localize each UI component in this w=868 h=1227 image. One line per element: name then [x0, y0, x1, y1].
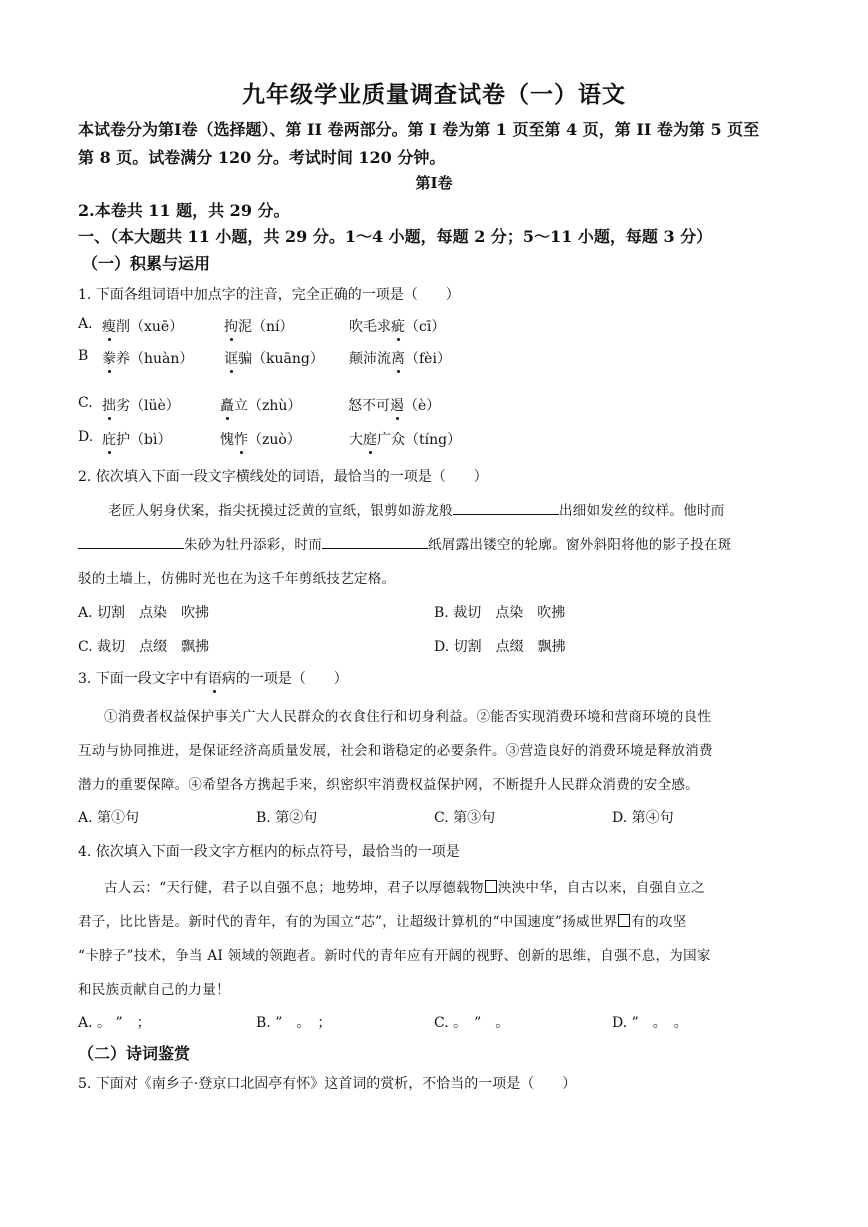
instructions-line-2: 第 8 页。试卷满分 120 分。考试时间 120 分钟。: [78, 148, 446, 167]
option-letter: C.: [78, 395, 93, 411]
q1-c-word-2: 矗立（zhù）: [220, 398, 302, 414]
q1-c-word-1: 拙劣（lüè）: [102, 398, 180, 414]
volume-note: 2.本卷共 11 题，共 29 分。: [78, 201, 290, 220]
q3-option-b[interactable]: B. 第②句: [256, 810, 318, 826]
q1-d-word-2: 愧怍（zuò）: [220, 432, 301, 448]
q1-option-a[interactable]: [78, 316, 446, 335]
q4-option-a[interactable]: A. 。 ” ；: [78, 1015, 151, 1031]
question-1-stem: 1. 下面各组词语中加点字的注音，完全正确的一项是（ ）: [78, 287, 460, 303]
blank-3[interactable]: [322, 536, 428, 549]
blank-2[interactable]: [78, 536, 184, 549]
q2-passage-line-2: 朱砂为牡丹添彩，时而 纸屑露出镂空的轮廓。窗外斜阳将他的影子投在斑: [78, 533, 732, 553]
q1-d-word-3: 大庭广众（tíng）: [349, 432, 462, 448]
q2-option-a[interactable]: A. 切割 点染 吹拂: [78, 605, 210, 621]
q3-passage-line-2: 互动与协同推进，是保证经济高质量发展，社会和谐稳定的必要条件。③营造良好的消费环境是释放消费: [78, 743, 713, 759]
q1-option-d[interactable]: [78, 429, 462, 448]
q3-option-d[interactable]: D. 第④句: [612, 810, 674, 826]
page-title: 九年级学业质量调查试卷（一）语文: [242, 81, 626, 108]
q3-option-a[interactable]: A. 第①句: [78, 810, 140, 826]
q1-a-word-3: 吹毛求疵（cī）: [349, 319, 446, 335]
question-4-stem: 4. 依次填入下面一段文字方框内的标点符号，最恰当的一项是: [78, 844, 460, 860]
punctuation-box-2[interactable]: [618, 914, 630, 927]
q1-b-word-1: 豢养（huàn）: [102, 351, 194, 367]
q4-option-c[interactable]: C. 。 ” 。: [434, 1015, 510, 1031]
q4-option-b[interactable]: B. ” 。 ；: [256, 1015, 332, 1031]
instructions-line-1: 本试卷分为第Ⅰ卷（选择题）、第 II 卷两部分。第 I 卷为第 1 页至第 4 页，第 II 卷为第 5 页至: [78, 120, 760, 139]
part-heading-accumulation: （一）积累与运用: [82, 254, 211, 273]
q4-passage-line-3: “卡脖子”技术，争当 AI 领域的领跑者。新时代的青年应有开阔的视野、创新的思维，自强不息，为国家: [78, 948, 711, 964]
part-heading-poetry: （二）诗词鉴赏: [78, 1044, 191, 1063]
q1-option-b[interactable]: [78, 348, 451, 367]
q1-b-word-3: 颠沛流离（fèi）: [349, 351, 451, 367]
q3-passage-line-3: 潜力的重要保障。④希望各方携起手来，织密织牢消费权益保护网，不断提升人民群众消费的安全感。: [78, 777, 699, 793]
option-letter: A.: [78, 316, 93, 332]
option-letter: D.: [78, 429, 94, 445]
q1-d-word-1: 庇护（bì）: [102, 432, 172, 448]
question-5-stem: 5. 下面对《南乡子·登京口北固亭有怀》这首词的赏析，不恰当的一项是（ ）: [78, 1076, 577, 1092]
q2-option-b[interactable]: B. 裁切 点染 吹拂: [434, 605, 566, 621]
volume-heading: 第Ⅰ卷: [415, 174, 453, 192]
q2-option-c[interactable]: C. 裁切 点缀 飘拂: [78, 639, 210, 655]
q3-option-c[interactable]: C. 第③句: [434, 810, 496, 826]
q4-passage-line-4: 和民族贡献自己的力量！: [78, 982, 230, 998]
q2-passage-line-1: 老匠人躬身伏案，指尖抚摸过泛黄的宣纸，银剪如游龙般 出细如发丝的纹样。他时而: [108, 503, 725, 519]
q4-passage-line-2: 君子，比比皆是。新时代的青年，有的为国立“芯”，让超级计算机的“中国速度”扬威世界 有的攻坚: [78, 914, 687, 930]
q2-passage-line-3: 驳的土墙上，仿佛时光也在为这千年剪纸技艺定格。: [78, 571, 396, 587]
emphasis-text: 有语病: [193, 671, 236, 687]
option-letter: B: [78, 348, 89, 364]
q2-option-d[interactable]: D. 切割 点缀 飘拂: [434, 639, 566, 655]
q1-a-word-1: 瘦削（xuē）: [102, 319, 184, 335]
q4-option-d[interactable]: D. ” 。 。: [612, 1015, 688, 1031]
q1-option-c[interactable]: [78, 395, 441, 414]
blank-1[interactable]: [453, 502, 559, 515]
q3-passage-line-1: ①消费者权益保护事关广大人民群众的衣食住行和切身利益。②能否实现消费环境和营商环境的良性: [104, 709, 712, 725]
punctuation-box-1[interactable]: [485, 880, 497, 893]
q1-a-word-2: 拘泥（ní）: [224, 319, 294, 335]
q1-b-word-2: 诓骗（kuāng）: [224, 351, 324, 367]
section-heading: 一、（本大题共 11 小题，共 29 分。1～4 小题，每题 2 分；5～11 小题，每题 3 分）: [78, 227, 713, 246]
q1-c-word-3: 怒不可遏（è）: [348, 398, 441, 414]
question-3-stem: 3. 下面一段文字中有语病的一项是（ ）: [78, 671, 348, 687]
question-2-stem: 2. 依次填入下面一段文字横线处的词语，最恰当的一项是（ ）: [78, 469, 488, 485]
q4-passage-line-1: 古人云：“天行健，君子以自强不息；地势坤，君子以厚德载物 泱泱中华，自古以来，自强自立之: [104, 880, 705, 896]
